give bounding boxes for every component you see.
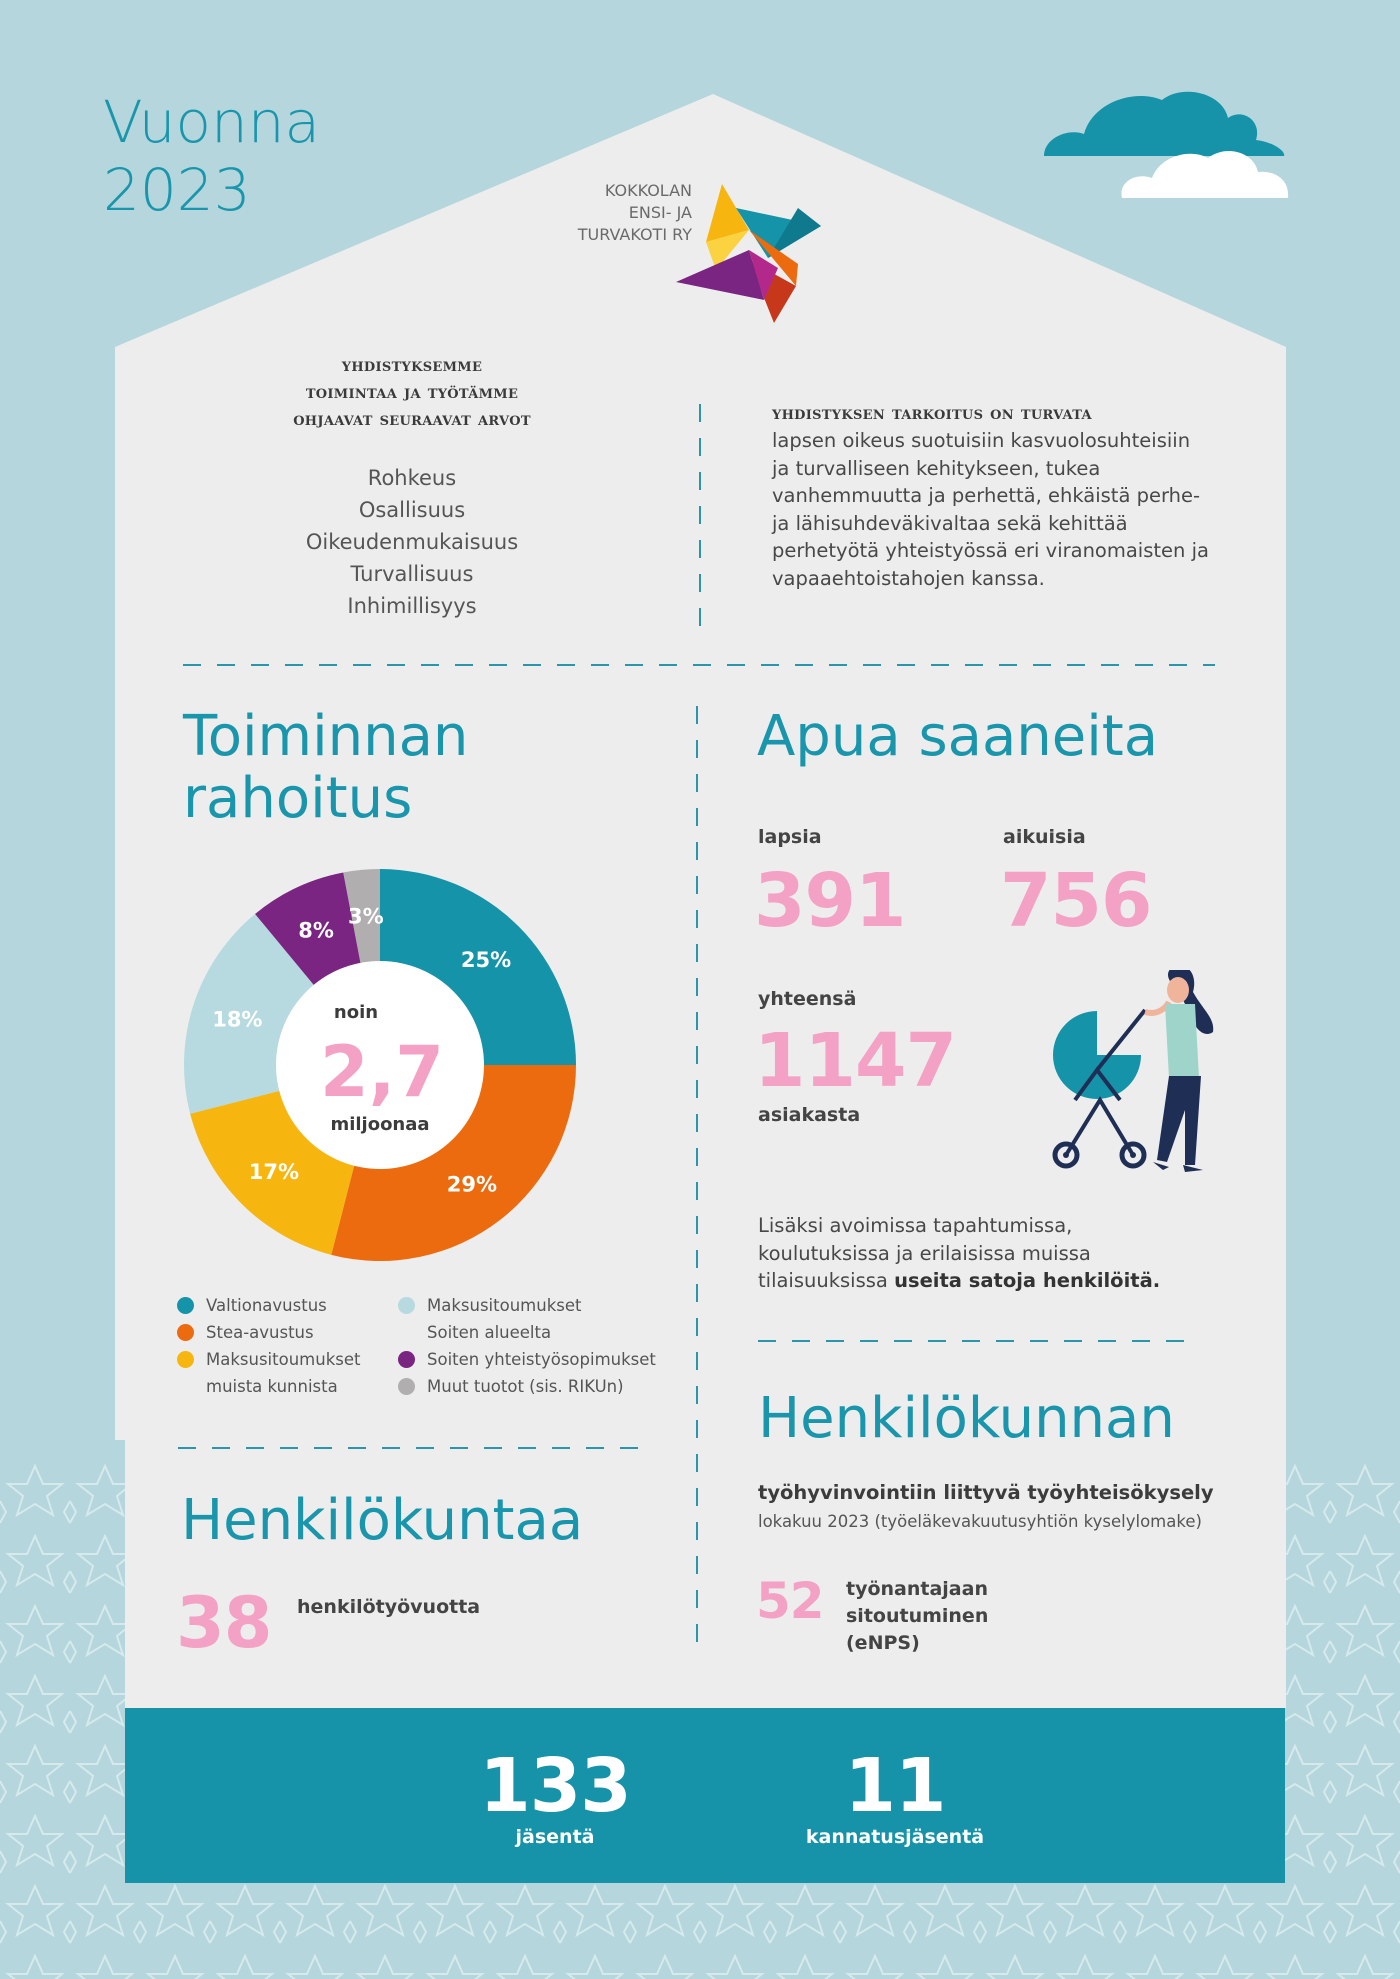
value-item: Inhimillisyys — [347, 594, 477, 618]
legend-dot — [398, 1297, 415, 1314]
values-heading-line-3: ohjaavat seuraavat arvot — [293, 408, 531, 430]
funding-donut-chart — [180, 862, 580, 1262]
logo-line-2: ENSI- JA — [628, 203, 692, 222]
logo-line-1: KOKKOLAN — [604, 181, 692, 200]
legend-label: Valtionavustus — [206, 1296, 327, 1315]
legend-label: muista kunnista — [206, 1377, 338, 1396]
legend-dot — [177, 1297, 194, 1314]
values-heading-line-2: toimintaa ja työtämme — [305, 381, 519, 403]
legend-item — [177, 1346, 397, 1400]
legend-dot — [177, 1324, 194, 1341]
help-heading: Apua saaneita — [757, 704, 1159, 769]
staff-value: 38 — [176, 1582, 272, 1664]
woman-with-stroller-illustration — [1045, 970, 1225, 1175]
members-label: jäsentä — [515, 1826, 595, 1848]
children-value: 391 — [754, 858, 906, 944]
supporting-members-value: 11 — [844, 1743, 946, 1829]
staff-heading: Henkilökuntaa — [181, 1488, 584, 1553]
logo-line-3: TURVAKOTI RY — [577, 225, 692, 244]
children-label: lapsia — [758, 826, 822, 848]
members-stat — [445, 1743, 665, 1848]
legend-label: Maksusitoumukset — [427, 1296, 582, 1315]
members-value: 133 — [479, 1743, 631, 1829]
enps-value: 52 — [756, 1572, 824, 1630]
legend-item — [398, 1346, 668, 1373]
total-value: 1147 — [754, 1018, 956, 1104]
legend-left — [177, 1292, 397, 1400]
legend-label: Stea-avustus — [206, 1323, 314, 1342]
legend-item — [177, 1292, 397, 1319]
adults-value: 756 — [1000, 858, 1152, 944]
enps-label-line-2: sitoutuminen — [846, 1605, 989, 1627]
adults-label: aikuisia — [1003, 826, 1086, 848]
enps-label-line-1: työnantajaan — [846, 1578, 988, 1600]
enps-label-line-3: (eNPS) — [846, 1632, 920, 1654]
value-item: Osallisuus — [358, 498, 466, 522]
donut-center-top: noin — [333, 1002, 379, 1023]
legend-item — [398, 1292, 668, 1346]
legend-label: Muut tuotot (sis. RIKUn) — [427, 1377, 624, 1396]
members-band — [125, 1708, 1285, 1883]
survey-subtitle: lokakuu 2023 (työeläkevakuutusyhtiön kyselylomake) — [758, 1512, 1202, 1531]
legend-item — [177, 1319, 397, 1346]
legend-dot — [398, 1351, 415, 1368]
legend-item — [398, 1373, 668, 1400]
values-heading-line-1: yhdistyksemme — [341, 354, 483, 376]
funding-heading — [183, 706, 468, 830]
total-label: yhteensä — [758, 988, 857, 1010]
survey-heading: Henkilökunnan — [758, 1386, 1175, 1451]
legend-label: Maksusitoumukset — [206, 1350, 361, 1369]
donut-slice-label: 17% — [248, 1160, 300, 1185]
purpose-body: lapsen oikeus suotuisiin kasvuolosuhteisiin ja turvalliseen kehitykseen, tukea vanhemmuutta ja perhettä, ehkäistä perhe- ja lähisuhdeväkivaltaa sekä kehittää perhetyötä yhteistyössä eri viranomaisten ja vapaaehtoistahojen kanssa. — [772, 429, 1209, 590]
title-line-1: Vuonna — [103, 88, 321, 156]
extra-events-bold: useita satoja henkilöitä. — [894, 1269, 1161, 1292]
enps-label — [846, 1576, 988, 1657]
extra-events-body: Lisäksi avoimissa tapahtumissa, koulutuksissa ja erilaisissa muissa tilaisuuksissa — [758, 1214, 1091, 1292]
legend-dot — [177, 1351, 194, 1368]
supporting-members-stat — [765, 1743, 1025, 1848]
legend-right — [398, 1292, 668, 1400]
donut-slice-label: 18% — [212, 1007, 263, 1032]
funding-heading-line-2: rahoitus — [183, 766, 413, 831]
value-item: Rohkeus — [367, 466, 457, 490]
extra-events-text — [758, 1212, 1178, 1295]
legend-dot — [398, 1378, 415, 1395]
donut-slice-label: 25% — [460, 947, 512, 972]
title-line-2: 2023 — [103, 156, 251, 224]
staff-label: henkilötyövuotta — [297, 1596, 481, 1618]
donut-center-bottom: miljoonaa — [330, 1114, 430, 1135]
purpose-heading: yhdistyksen tarkoitus on turvata — [772, 402, 1092, 424]
donut-slice-label: 29% — [446, 1172, 498, 1197]
funding-heading-line-1: Toiminnan — [183, 704, 469, 769]
donut-center-value: 2,7 — [319, 1031, 445, 1113]
donut-slice-label: 8% — [298, 918, 334, 943]
total-unit: asiakasta — [758, 1104, 861, 1126]
survey-title: työhyvinvointiin liittyvä työyhteisökysely — [758, 1481, 1214, 1504]
donut-slice-label: 3% — [348, 904, 384, 929]
value-item: Turvallisuus — [350, 562, 474, 586]
supporting-members-label: kannatusjäsentä — [805, 1826, 985, 1848]
legend-label: Soiten yhteistyösopimukset — [427, 1350, 656, 1369]
value-item: Oikeudenmukaisuus — [305, 530, 519, 554]
legend-label: Soiten alueelta — [427, 1323, 552, 1342]
